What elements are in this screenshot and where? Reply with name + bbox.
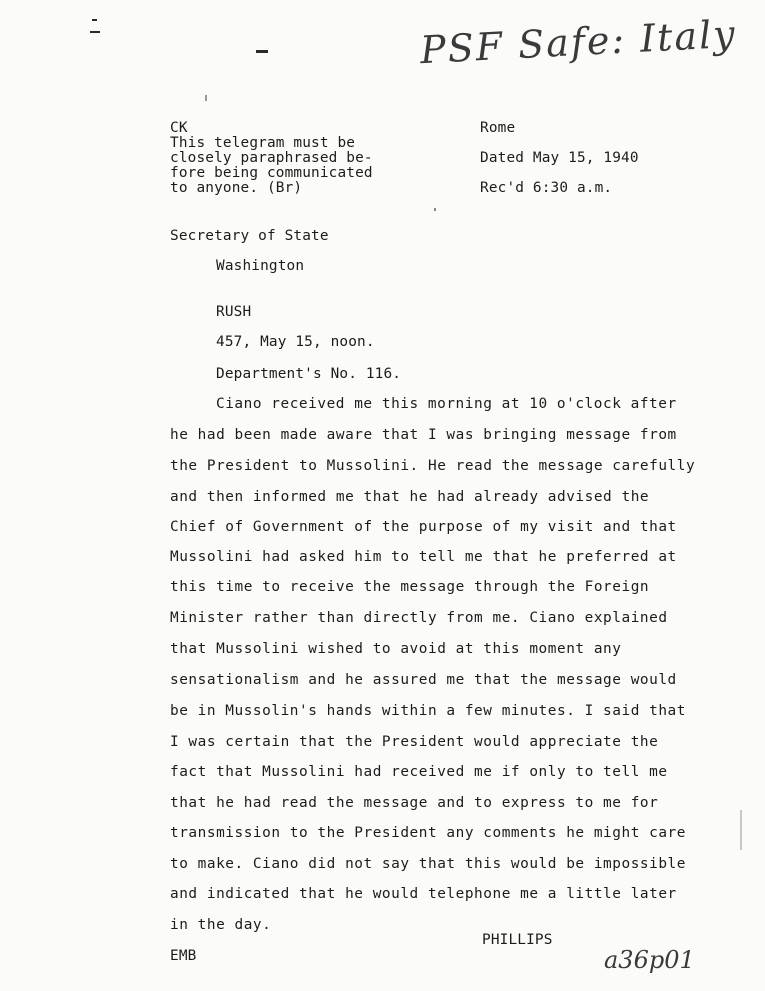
typist-initials: EMB <box>170 948 197 964</box>
body-line: fact that Mussolini had received me if only to tell me <box>170 764 668 780</box>
body-line: sensationalism and he assured me that the message would <box>170 672 677 688</box>
addressee-title: Secretary of State <box>170 228 329 244</box>
notice-line: This telegram must be <box>170 135 356 151</box>
body-line: Ciano received me this morning at 10 o'clock after <box>216 396 677 412</box>
signature: PHILLIPS <box>482 932 553 948</box>
body-line: Chief of Government of the purpose of my visit and that <box>170 519 677 535</box>
body-line: that Mussolini wished to avoid at this moment any <box>170 641 622 657</box>
telegram-number: 457, May 15, noon. <box>216 334 375 350</box>
scan-mark <box>90 31 100 33</box>
body-line: Minister rather than directly from me. Ciano explained <box>170 610 668 626</box>
notice-code: CK <box>170 120 188 136</box>
department-reference: Department's No. 116. <box>216 366 402 382</box>
notice-line: fore being communicated <box>170 165 373 181</box>
scan-mark <box>434 208 436 211</box>
body-line: he had been made aware that I was bringing message from <box>170 427 677 443</box>
body-line: I was certain that the President would appreciate the <box>170 734 659 750</box>
body-line: the President to Mussolini. He read the message carefully <box>170 458 696 474</box>
handwritten-file-note: PSF Safe: Italy <box>419 11 738 73</box>
addressee-city: Washington <box>216 258 305 274</box>
body-line: be in Mussolin's hands within a few minutes. I said that <box>170 703 686 719</box>
body-line: and then informed me that he had already advised the <box>170 489 650 505</box>
body-line: Mussolini had asked him to tell me that he preferred at <box>170 549 677 565</box>
body-line: that he had read the message and to express to me for <box>170 795 659 811</box>
notice-line: to anyone. (Br) <box>170 180 303 196</box>
body-line: transmission to the President any comments he might care <box>170 825 686 841</box>
priority-label: RUSH <box>216 304 252 320</box>
body-line: in the day. <box>170 917 272 933</box>
scan-mark <box>92 19 97 21</box>
scan-mark <box>740 810 742 850</box>
notice-line: closely paraphrased be- <box>170 150 373 166</box>
dispatch-received: Rec'd 6:30 a.m. <box>480 180 613 196</box>
scan-mark <box>256 50 268 53</box>
dispatch-place: Rome <box>480 120 516 136</box>
dispatch-dated: Dated May 15, 1940 <box>480 150 639 166</box>
body-line: this time to receive the message through the Foreign <box>170 579 650 595</box>
body-line: and indicated that he would telephone me a little later <box>170 886 677 902</box>
handwritten-page-number: a36p01 <box>604 946 695 974</box>
body-line: to make. Ciano did not say that this would be impossible <box>170 856 686 872</box>
scan-mark <box>205 95 207 101</box>
